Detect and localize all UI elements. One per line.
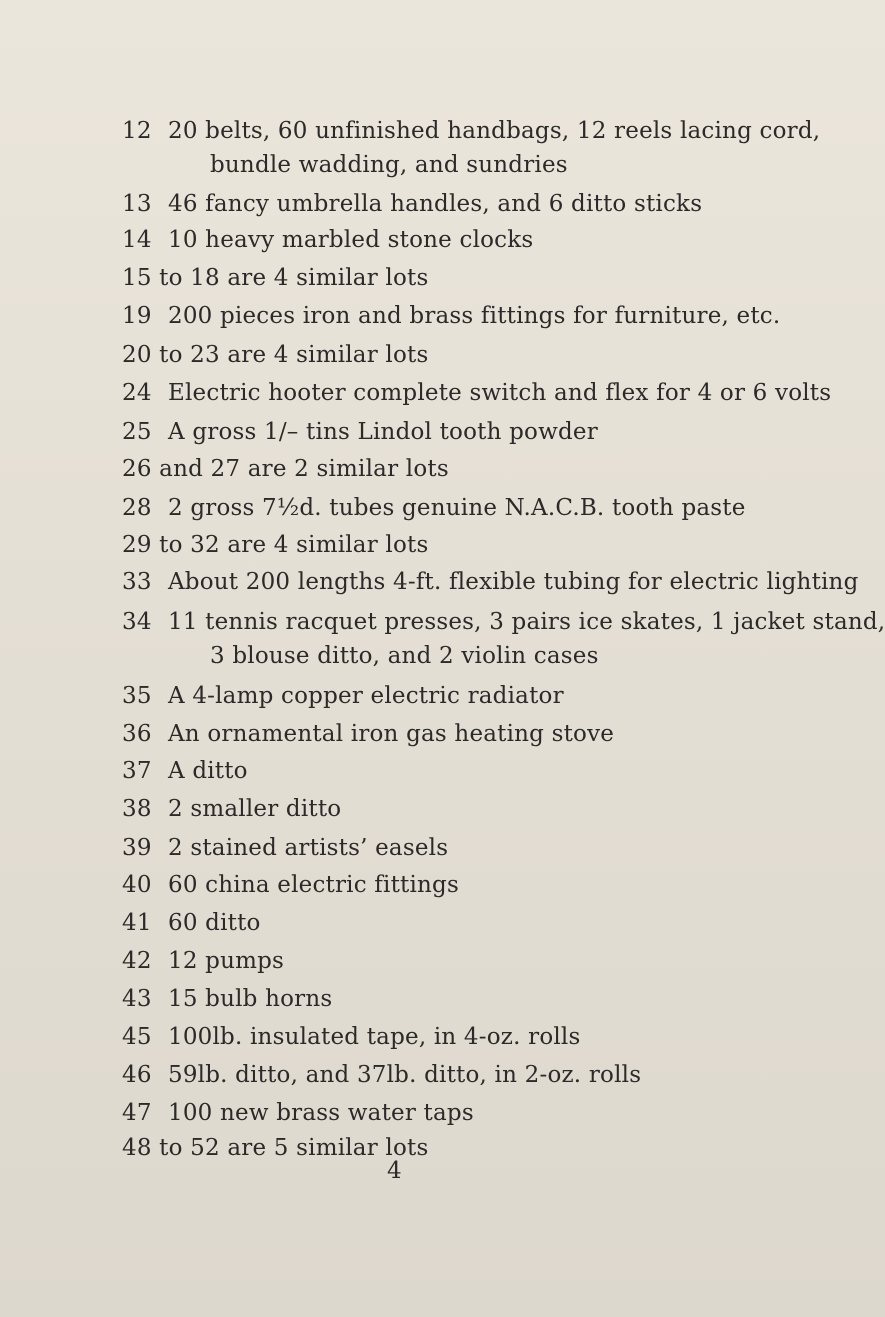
lot-description: 11 tennis racquet presses, 3 pairs ice skates, 1 jacket stand,: [168, 609, 885, 635]
lot-description: An ornamental iron gas heating stove: [168, 721, 615, 747]
lot-description: 2 stained artists’ easels: [168, 835, 449, 861]
lot-group-20-23: 20 to 23 are 4 similar lots: [122, 342, 429, 368]
lot-number: 40: [122, 872, 152, 898]
lot-description: 20 belts, 60 unfinished handbags, 12 reels lacing cord,: [168, 118, 821, 144]
lot-number: 43: [122, 986, 152, 1012]
lot-group-48-52: 48 to 52 are 5 similar lots: [122, 1135, 429, 1161]
lot-number: 41: [122, 910, 152, 936]
lot-number: 19: [122, 303, 152, 329]
lot-number: 42: [122, 948, 152, 974]
lot-description: Electric hooter complete switch and flex for 4 or 6 volts: [168, 380, 832, 406]
lot-description: 10 heavy marbled stone clocks: [168, 227, 534, 253]
lot-group-15-18: 15 to 18 are 4 similar lots: [122, 265, 429, 291]
lot-number: 33: [122, 569, 152, 595]
lot-description: 200 pieces iron and brass fittings for furniture, etc.: [168, 303, 781, 329]
lot-number: 12: [122, 118, 152, 144]
lot-number: 24: [122, 380, 152, 406]
lot-number: 13: [122, 191, 152, 217]
lot-description: 60 china electric fittings: [168, 872, 459, 898]
lot-group-29-32: 29 to 32 are 4 similar lots: [122, 532, 429, 558]
lot-description: A 4-lamp copper electric radiator: [168, 683, 564, 709]
lot-description: 2 gross 7½d. tubes genuine N.A.C.B. tooth paste: [168, 495, 746, 521]
lot-number: 38: [122, 796, 152, 822]
lot-description: About 200 lengths 4-ft. flexible tubing for electric lighting: [168, 569, 859, 595]
lot-description: A ditto: [168, 758, 248, 784]
lot-description: 60 ditto: [168, 910, 261, 936]
lot-description: 2 smaller ditto: [168, 796, 342, 822]
lot-description-continued: bundle wadding, and sundries: [210, 152, 568, 178]
lot-number: 45: [122, 1024, 152, 1050]
lot-number: 25: [122, 419, 152, 445]
lot-description-continued: 3 blouse ditto, and 2 violin cases: [210, 643, 599, 669]
lot-description: 100 new brass water taps: [168, 1100, 474, 1126]
lot-description: 46 fancy umbrella handles, and 6 ditto sticks: [168, 191, 703, 217]
lot-number: 47: [122, 1100, 152, 1126]
lot-description: 59lb. ditto, and 37lb. ditto, in 2-oz. rolls: [168, 1062, 642, 1088]
lot-number: 37: [122, 758, 152, 784]
lot-group-26-27: 26 and 27 are 2 similar lots: [122, 456, 449, 482]
lot-description: 12 pumps: [168, 948, 285, 974]
lot-description: 15 bulb horns: [168, 986, 333, 1012]
lot-number: 34: [122, 609, 152, 635]
lot-number: 35: [122, 683, 152, 709]
lot-number: 46: [122, 1062, 152, 1088]
lot-description: 100lb. insulated tape, in 4-oz. rolls: [168, 1024, 581, 1050]
lot-number: 14: [122, 227, 152, 253]
page-number: 4: [387, 1158, 402, 1184]
lot-number: 39: [122, 835, 152, 861]
lot-number: 36: [122, 721, 152, 747]
lot-description: A gross 1/– tins Lindol tooth powder: [168, 419, 598, 445]
lot-number: 28: [122, 495, 152, 521]
